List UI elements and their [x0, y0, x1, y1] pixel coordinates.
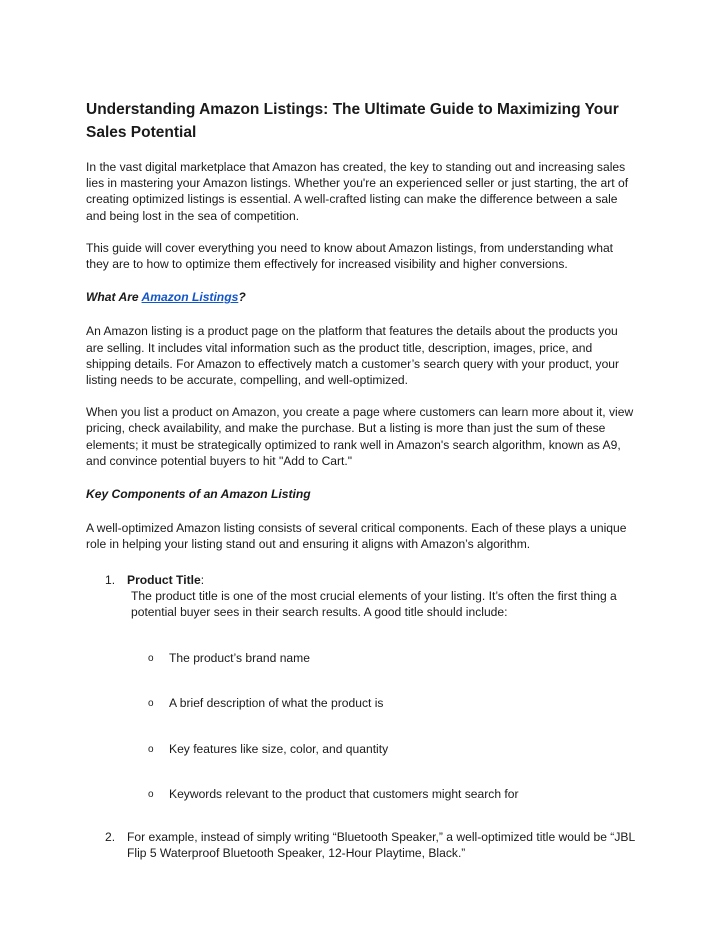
- guide-paragraph: This guide will cover everything you need to know about Amazon listings, from understanding what they are to how to optimize them effectively for increased visibility and higher conversions.: [86, 240, 614, 272]
- components-paragraph: A well-optimized Amazon listing consists of several critical components. Each of these plays a unique role in helping your listing stand out and ensuring it aligns with Amazon’s algorithm.: [86, 521, 627, 552]
- list-item: [86, 695, 638, 711]
- section-heading-what-are-listings: [86, 289, 638, 305]
- list-item-text: The product’s brand name: [169, 651, 310, 666]
- list-item-text: A brief description of what the product is: [169, 696, 384, 711]
- intro-paragraph: In the vast digital marketplace that Amazon has created, the key to standing out and increasing sales lies in mastering your Amazon listings. Whether you're an experienced seller or just starting, the art of creating optimized listings is essential. A well-crafted listing can make the difference between a sale and being lost in the sea of competition.: [86, 160, 629, 223]
- section-heading-key-components: Key Components of an Amazon Listing: [86, 487, 311, 502]
- list-item-product-title: [86, 572, 638, 621]
- hollow-bullet-icon: o: [148, 653, 154, 665]
- item-text: For example, instead of simply writing “Bluetooth Speaker,” a well-optimized title would be “JBL Flip 5 Waterproof Bluetooth Speaker, 12-Hour Playtime, Black.”: [127, 830, 635, 861]
- item-colon: :: [200, 572, 205, 587]
- title-elements-list: [86, 650, 638, 802]
- hollow-bullet-icon: o: [148, 698, 154, 710]
- heading-suffix: ?: [238, 290, 246, 305]
- heading-prefix: What Are: [86, 290, 142, 305]
- list-number: 1.: [105, 572, 116, 587]
- list-item: [86, 650, 638, 666]
- hollow-bullet-icon: o: [148, 743, 154, 755]
- list-item-text: Key features like size, color, and quantity: [169, 741, 389, 756]
- list-item-text: Keywords relevant to the product that customers might search for: [169, 786, 519, 801]
- list-number: 2.: [105, 830, 116, 845]
- hollow-bullet-icon: o: [148, 788, 154, 800]
- item-description: The product title is one of the most crucial elements of your listing. It’s often the first thing a potential buyer sees in their search results. A good title should include:: [131, 588, 617, 620]
- amazon-listings-link[interactable]: Amazon Listings: [141, 290, 239, 305]
- document-page: [86, 98, 638, 861]
- list-item: [86, 786, 638, 802]
- definition-paragraph: An Amazon listing is a product page on the platform that features the details about the products you are selling. It includes vital information such as the product title, description, images, price, and shipping details. For Amazon to effectively match a customer’s search query with your product, your listing needs to be accurate, compelling, and well-optimized.: [86, 324, 620, 388]
- list-item-example: [86, 829, 638, 861]
- page-title: Understanding Amazon Listings: The Ultimate Guide to Maximizing Your Sales Potential: [86, 101, 619, 141]
- item-title: Product Title: [127, 572, 201, 587]
- listing-explanation-paragraph: When you list a product on Amazon, you create a page where customers can learn more about it, view pricing, check availability, and make the purchase. But a listing is more than just the sum of these elements; it must be strategically optimized to rank well in Amazon's search algorithm, known as A9, and convince potential buyers to hit "Add to Cart.": [86, 405, 634, 468]
- list-item: [86, 741, 638, 757]
